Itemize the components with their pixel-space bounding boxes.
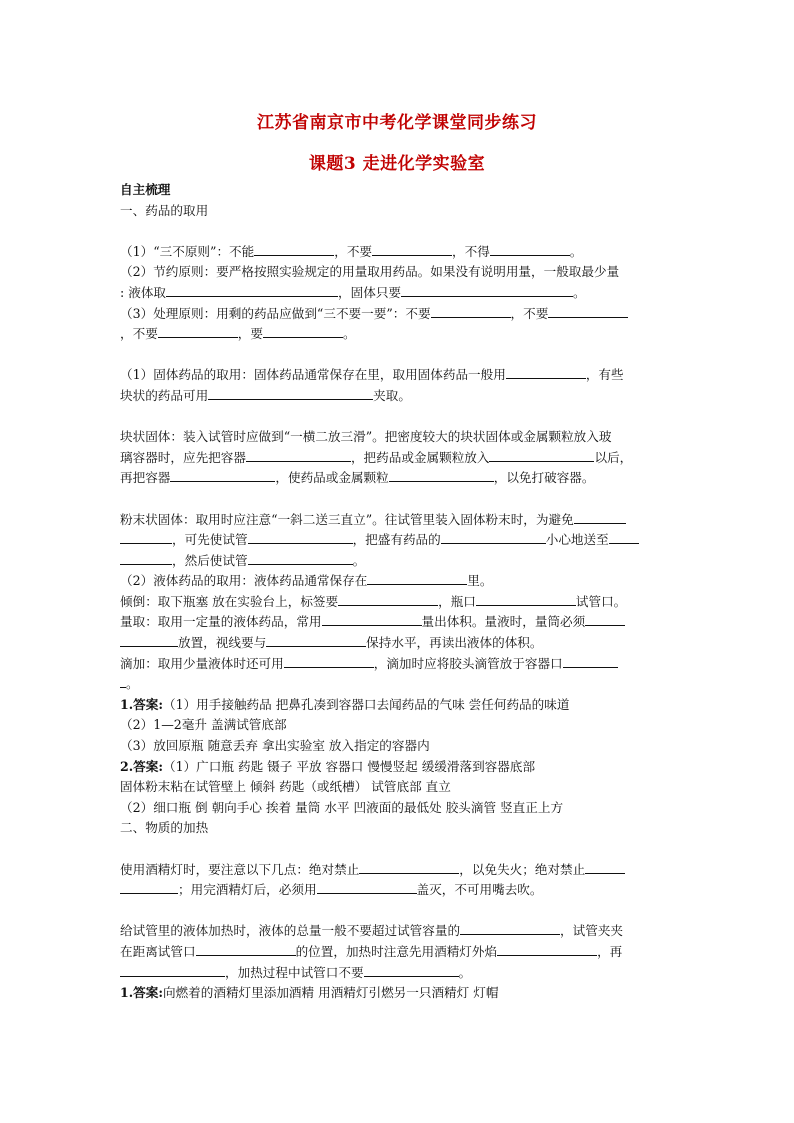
question-line: ，不要 ，要 。 <box>120 326 356 342</box>
answer-blank[interactable] <box>120 880 178 894</box>
answer-blank[interactable] <box>460 921 560 935</box>
question-line: 滴加：取用少量液体时还可用 ，滴加时应将胶头滴管放于容器口 <box>120 654 680 675</box>
answer-blank[interactable] <box>158 324 238 338</box>
question-line: 放置，视线要与 保持水平，再读出液体的体积。 <box>120 633 680 654</box>
question-line: ，然后使试管 。 <box>120 551 680 572</box>
answer-blank[interactable] <box>170 468 275 482</box>
answer-line: （2）1—2毫升 盖满试管底部 <box>120 717 287 733</box>
question-line: （1）固体药品的取用：固体药品通常保存在里，取用固体药品一般用 ，有些 <box>120 367 624 383</box>
answer-blank[interactable] <box>120 530 172 544</box>
question-line: 使用酒精灯时，要注意以下几点：绝对禁止 ，以免失火；绝对禁止 <box>120 860 680 881</box>
section-heading: 二、物质的加热 <box>120 820 209 836</box>
question-line: ，加热过程中试管口不要 。 <box>120 963 680 984</box>
question-line: ，可先使试管 ，把盛有药品的 小心地送至 <box>120 530 680 551</box>
answer-label: 1.答案: <box>120 696 163 712</box>
question-line: ；用完酒精灯后，必须用 盖灭，不可用嘴去吹。 <box>120 880 680 901</box>
question-line: 量取：取用一定量的液体药品，常用 量出体积。量液时，量筒必须 <box>120 612 680 633</box>
answer-blank[interactable] <box>372 242 452 256</box>
answer-blank[interactable] <box>322 612 422 626</box>
answer-blank[interactable] <box>431 304 511 318</box>
question-line: 块状固体：装入试管时应做到“一横二放三滑”。把密度较大的块状固体或金属颗粒放入玻 <box>120 429 612 445</box>
answer-blank[interactable] <box>317 880 417 894</box>
answer-blank[interactable] <box>284 654 374 668</box>
section-heading: 自主梳理 <box>120 182 171 197</box>
answer-blank[interactable] <box>490 242 570 256</box>
answer-label: 2.答案: <box>120 758 163 774</box>
answer-blank[interactable] <box>263 324 343 338</box>
answer-line: （2）细口瓶 倒 朝向手心 挨着 量筒 水平 凹液面的最低处 胶头滴管 竖直正上方 <box>120 799 564 815</box>
answer-label: 1.答案: <box>120 985 163 1001</box>
question-line: 给试管里的液体加热时，液体的总量一般不要超过试管容量的 ，试管夹夹 <box>120 923 623 939</box>
answer-blank[interactable] <box>367 571 467 585</box>
answer-blank[interactable] <box>166 283 338 297</box>
answer-blank[interactable] <box>441 530 546 544</box>
answer-line: 固体粉末粘在试管壁上 倾斜 药匙（或纸槽） 试管底部 直立 <box>120 779 451 795</box>
answer-blank[interactable] <box>585 612 625 626</box>
question-line: 。 <box>120 674 680 695</box>
lesson-title: 课题3 走进化学实验室 <box>308 154 486 174</box>
answer-blank[interactable] <box>338 592 438 606</box>
answer-blank[interactable] <box>548 304 628 318</box>
answer-blank[interactable] <box>248 530 353 544</box>
question-line: （3）处理原则：用剩的药品应做到“三不要一要”：不要 ，不要 <box>120 304 680 325</box>
answer-line: （3）放回原瓶 随意丢弃 拿出实验室 放入指定的容器内 <box>120 738 430 754</box>
answer-blank[interactable] <box>563 654 618 668</box>
answer-blank[interactable] <box>196 942 296 956</box>
answer-blank[interactable] <box>364 963 459 977</box>
question-line: （1）“三不原则”：不能 ，不要 ，不得 。 <box>120 243 583 259</box>
answer-blank[interactable] <box>476 592 576 606</box>
question-line: （2）液体药品的取用：液体药品通常保存在 里。 <box>120 573 493 589</box>
question-line: 璃容器时，应先把容器 ，把药品或金属颗粒放入 以后， <box>120 449 633 465</box>
question-line: 在距离试管口 的位置，加热时注意先用酒精灯外焰 ，再 <box>120 943 623 959</box>
answer-blank[interactable] <box>497 942 597 956</box>
answer-blank[interactable] <box>120 963 225 977</box>
answer-blank[interactable] <box>120 551 172 565</box>
answer-line: 1.答案:（1）用手接触药品 把鼻孔凑到容器口去闻药品的气味 尝任何药品的味道 <box>120 696 570 712</box>
question-line: 块状的药品可用 夹取。 <box>120 387 411 403</box>
answer-blank[interactable] <box>254 242 334 256</box>
answer-blank[interactable] <box>401 283 573 297</box>
answer-blank[interactable] <box>585 860 625 874</box>
answer-blank[interactable] <box>489 448 594 462</box>
answer-blank[interactable] <box>389 468 494 482</box>
worksheet-body <box>120 180 680 1004</box>
answer-blank[interactable] <box>248 551 353 565</box>
document-title: 江苏省南京市中考化学课堂同步练习 <box>257 113 537 133</box>
question-line: : 液体取 ，固体只要 。 <box>120 284 586 300</box>
answer-blank[interactable] <box>359 860 459 874</box>
question-line: 再把容器 ，使药品或金属颗粒 ，以免打破容器。 <box>120 470 595 486</box>
answer-blank[interactable] <box>574 510 626 524</box>
answer-blank[interactable] <box>246 448 351 462</box>
answer-blank[interactable] <box>208 386 373 400</box>
answer-blank[interactable] <box>609 530 639 544</box>
section-heading: 一、药品的取用 <box>120 202 209 218</box>
question-line: 倾倒：取下瓶塞 放在实验台上，标签要 ，瓶口 试管口。 <box>120 593 627 609</box>
answer-blank[interactable] <box>266 633 366 647</box>
answer-line: 1.答案:向燃着的酒精灯里添加酒精 用酒精灯引燃另一只酒精灯 灯帽 <box>120 985 499 1001</box>
question-line: （2）节约原则：要严格按照实验规定的用量取用药品。如果没有说明用量，一般取最少量 <box>120 264 620 280</box>
answer-blank[interactable] <box>506 365 586 379</box>
answer-blank[interactable] <box>120 633 178 647</box>
question-line: 粉末状固体：取用时应注意“一斜二送三直立”。往试管里装入固体粉末时，为避免 <box>120 510 680 531</box>
answer-line: 2.答案:（1）广口瓶 药匙 镊子 平放 容器口 慢慢竖起 缓缓滑落到容器底部 <box>120 758 536 774</box>
